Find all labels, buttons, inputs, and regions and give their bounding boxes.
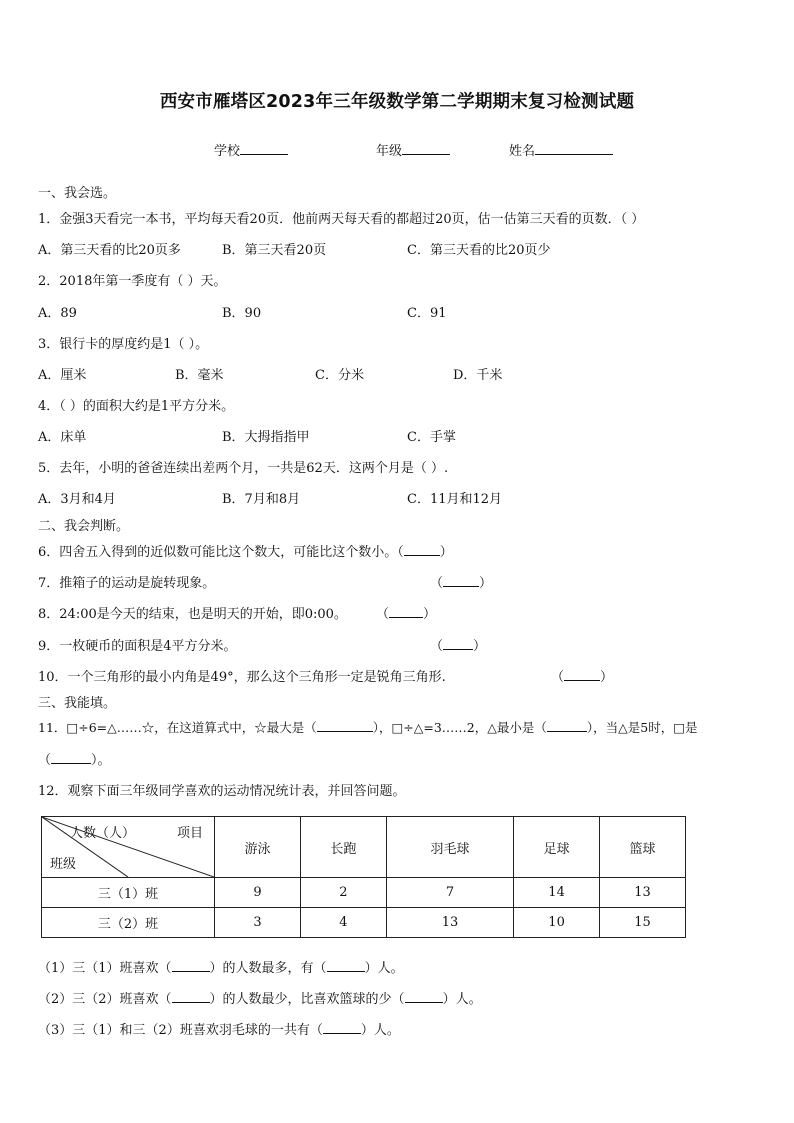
- q11-blank-3[interactable]: [51, 751, 91, 764]
- question-5: 5．去年，小明的爸爸连续出差两个月，一共是62天．这两个月是（ ）.: [38, 461, 449, 476]
- q1-option-a[interactable]: A．第三天看的比20页多: [38, 243, 181, 258]
- q11-blank-1[interactable]: [317, 719, 373, 732]
- question-12: 12．观察下面三年级同学喜欢的运动情况统计表，并回答问题。: [38, 784, 406, 799]
- q11-part1: 11．□÷6=△……☆，在这道算式中，☆最大是（: [38, 720, 317, 735]
- sub1-blank-1[interactable]: [172, 959, 210, 972]
- q6-answer-blank[interactable]: [404, 543, 440, 556]
- question-8: 8．24:00是今天的结束，也是明天的开始，即0:00。: [38, 607, 347, 622]
- table-cell: 10: [514, 908, 600, 938]
- q5-option-c[interactable]: C．11月和12月: [407, 492, 503, 507]
- q7-close-paren: ）: [479, 576, 493, 591]
- school-field: [214, 140, 288, 159]
- q7-open-paren: （: [430, 576, 444, 591]
- q6-close-paren: ）: [439, 545, 453, 560]
- q3-option-a[interactable]: A．厘米: [38, 368, 87, 383]
- q10-close-paren: ）: [600, 670, 614, 685]
- sub-question-2: [38, 988, 482, 1007]
- sub1-part-a: （1）三（1）班喜欢（: [38, 961, 172, 976]
- q2-option-b[interactable]: B．90: [222, 306, 262, 321]
- q4-option-c[interactable]: C．手掌: [407, 430, 456, 445]
- table-header-row: [42, 817, 686, 878]
- question-7: 7．推箱子的运动是旋转现象。: [38, 576, 216, 591]
- corner-label-count: 人数（人）: [70, 826, 136, 841]
- sub1-blank-2[interactable]: [327, 959, 365, 972]
- table-cell: 13: [386, 908, 513, 938]
- column-header: 羽毛球: [386, 817, 513, 878]
- q11-line2-open: （: [38, 753, 52, 768]
- column-header: 篮球: [600, 817, 686, 878]
- q11-line2-close: ）。: [91, 753, 111, 768]
- q3-option-d[interactable]: D．千米: [453, 368, 503, 383]
- q10-answer-blank[interactable]: [564, 668, 600, 681]
- question-1: 1．金强3天看完一本书，平均每天看20页．他前两天每天看的都超过20页，估一估第三天看的页数．（ ）: [38, 212, 645, 227]
- table-row: [42, 878, 686, 908]
- q1-option-b[interactable]: B．第三天看20页: [222, 243, 327, 258]
- column-header: 足球: [514, 817, 600, 878]
- column-header: 游泳: [215, 817, 301, 878]
- q9-open-paren: （: [430, 639, 444, 654]
- row-label: 三（1）班: [42, 878, 215, 908]
- section-3-heading: 三、我能填。: [38, 696, 117, 711]
- table-cell: 3: [215, 908, 301, 938]
- q11-part3: ），当△是5时，□是: [586, 720, 698, 735]
- q10-answer: [551, 666, 613, 685]
- q3-option-b[interactable]: B．毫米: [175, 368, 224, 383]
- section-2-heading: 二、我会判断。: [38, 519, 130, 534]
- sub2-blank-2[interactable]: [405, 990, 443, 1003]
- corner-label-item: 项目: [177, 826, 204, 841]
- sub3-part-a: （3）三（1）和三（2）班喜欢羽毛球的一共有（: [38, 1023, 323, 1038]
- q8-answer-blank[interactable]: [389, 605, 423, 618]
- table-cell: 13: [600, 878, 686, 908]
- name-field: [509, 140, 613, 159]
- q7-answer: [430, 572, 492, 591]
- table-row: [42, 908, 686, 938]
- q11-part2: ），□÷△=3……2，△最小是（: [372, 720, 547, 735]
- q7-answer-blank[interactable]: [443, 574, 479, 587]
- grade-label: 年级: [376, 144, 403, 159]
- q5-option-b[interactable]: B．7月和8月: [222, 492, 301, 507]
- column-header: 长跑: [300, 817, 386, 878]
- table-cell: 9: [215, 878, 301, 908]
- q4-option-b[interactable]: B．大拇指指甲: [222, 430, 310, 445]
- q9-answer: [430, 635, 486, 654]
- question-11: [38, 718, 698, 736]
- sub2-blank-1[interactable]: [172, 990, 210, 1003]
- name-blank[interactable]: [535, 142, 613, 155]
- q6-text: 6．四舍五入得到的近似数可能比这个数大，可能比这个数小。（: [38, 545, 404, 560]
- q4-option-a[interactable]: A．床单: [38, 430, 87, 445]
- sub1-part-c: ）人。: [364, 961, 404, 976]
- q9-close-paren: ）: [473, 639, 487, 654]
- table-cell: 4: [300, 908, 386, 938]
- question-2: 2．2018年第一季度有（ ）天。: [38, 274, 227, 289]
- q3-option-c[interactable]: C．分米: [315, 368, 364, 383]
- grade-blank[interactable]: [402, 142, 450, 155]
- sub-question-3: [38, 1019, 400, 1038]
- q2-option-c[interactable]: C．91: [407, 306, 447, 321]
- sub3-blank-1[interactable]: [323, 1021, 361, 1034]
- table-cell: 15: [600, 908, 686, 938]
- question-10: 10．一个三角形的最小内角是49°，那么这个三角形一定是锐角三角形.: [38, 670, 446, 685]
- page-title: 西安市雁塔区2023年三年级数学第二学期期末复习检测试题: [159, 92, 635, 112]
- q9-answer-blank[interactable]: [443, 637, 473, 650]
- grade-field: [376, 140, 450, 159]
- table-cell: 7: [386, 878, 513, 908]
- corner-label-class: 班级: [50, 857, 77, 872]
- q8-close-paren: ）: [423, 607, 437, 622]
- sub2-part-c: ）人。: [442, 992, 482, 1007]
- question-9: 9．一枚硬币的面积是4平方分米。: [38, 639, 237, 654]
- question-11-cont: [38, 749, 111, 768]
- sub2-part-a: （2）三（2）班喜欢（: [38, 992, 172, 1007]
- table-cell: 2: [300, 878, 386, 908]
- sports-stat-table: [41, 816, 686, 938]
- name-label: 姓名: [509, 144, 536, 159]
- q1-option-c[interactable]: C．第三天看的比20页少: [407, 243, 551, 258]
- sub2-part-b: ）的人数最少，比喜欢篮球的少（: [209, 992, 405, 1007]
- q10-open-paren: （: [551, 670, 565, 685]
- school-blank[interactable]: [240, 142, 288, 155]
- sub3-part-b: ）人。: [360, 1023, 400, 1038]
- q11-blank-2[interactable]: [547, 719, 587, 732]
- question-6: [38, 541, 453, 560]
- row-label: 三（2）班: [42, 908, 215, 938]
- question-4: 4．（ ）的面积大约是1平方分米。: [38, 399, 235, 414]
- q2-option-a[interactable]: A．89: [38, 306, 77, 321]
- table-corner-cell: [42, 817, 215, 878]
- sub1-part-b: ）的人数最多，有（: [209, 961, 327, 976]
- table-cell: 14: [514, 878, 600, 908]
- section-1-heading: 一、我会选。: [38, 186, 117, 201]
- sub-question-1: [38, 957, 404, 976]
- q8-open-paren: （: [376, 607, 390, 622]
- school-label: 学校: [214, 144, 241, 159]
- q5-option-a[interactable]: A．3月和4月: [38, 492, 116, 507]
- q8-answer: [376, 603, 436, 622]
- question-3: 3．银行卡的厚度约是1（ ）。: [38, 337, 209, 352]
